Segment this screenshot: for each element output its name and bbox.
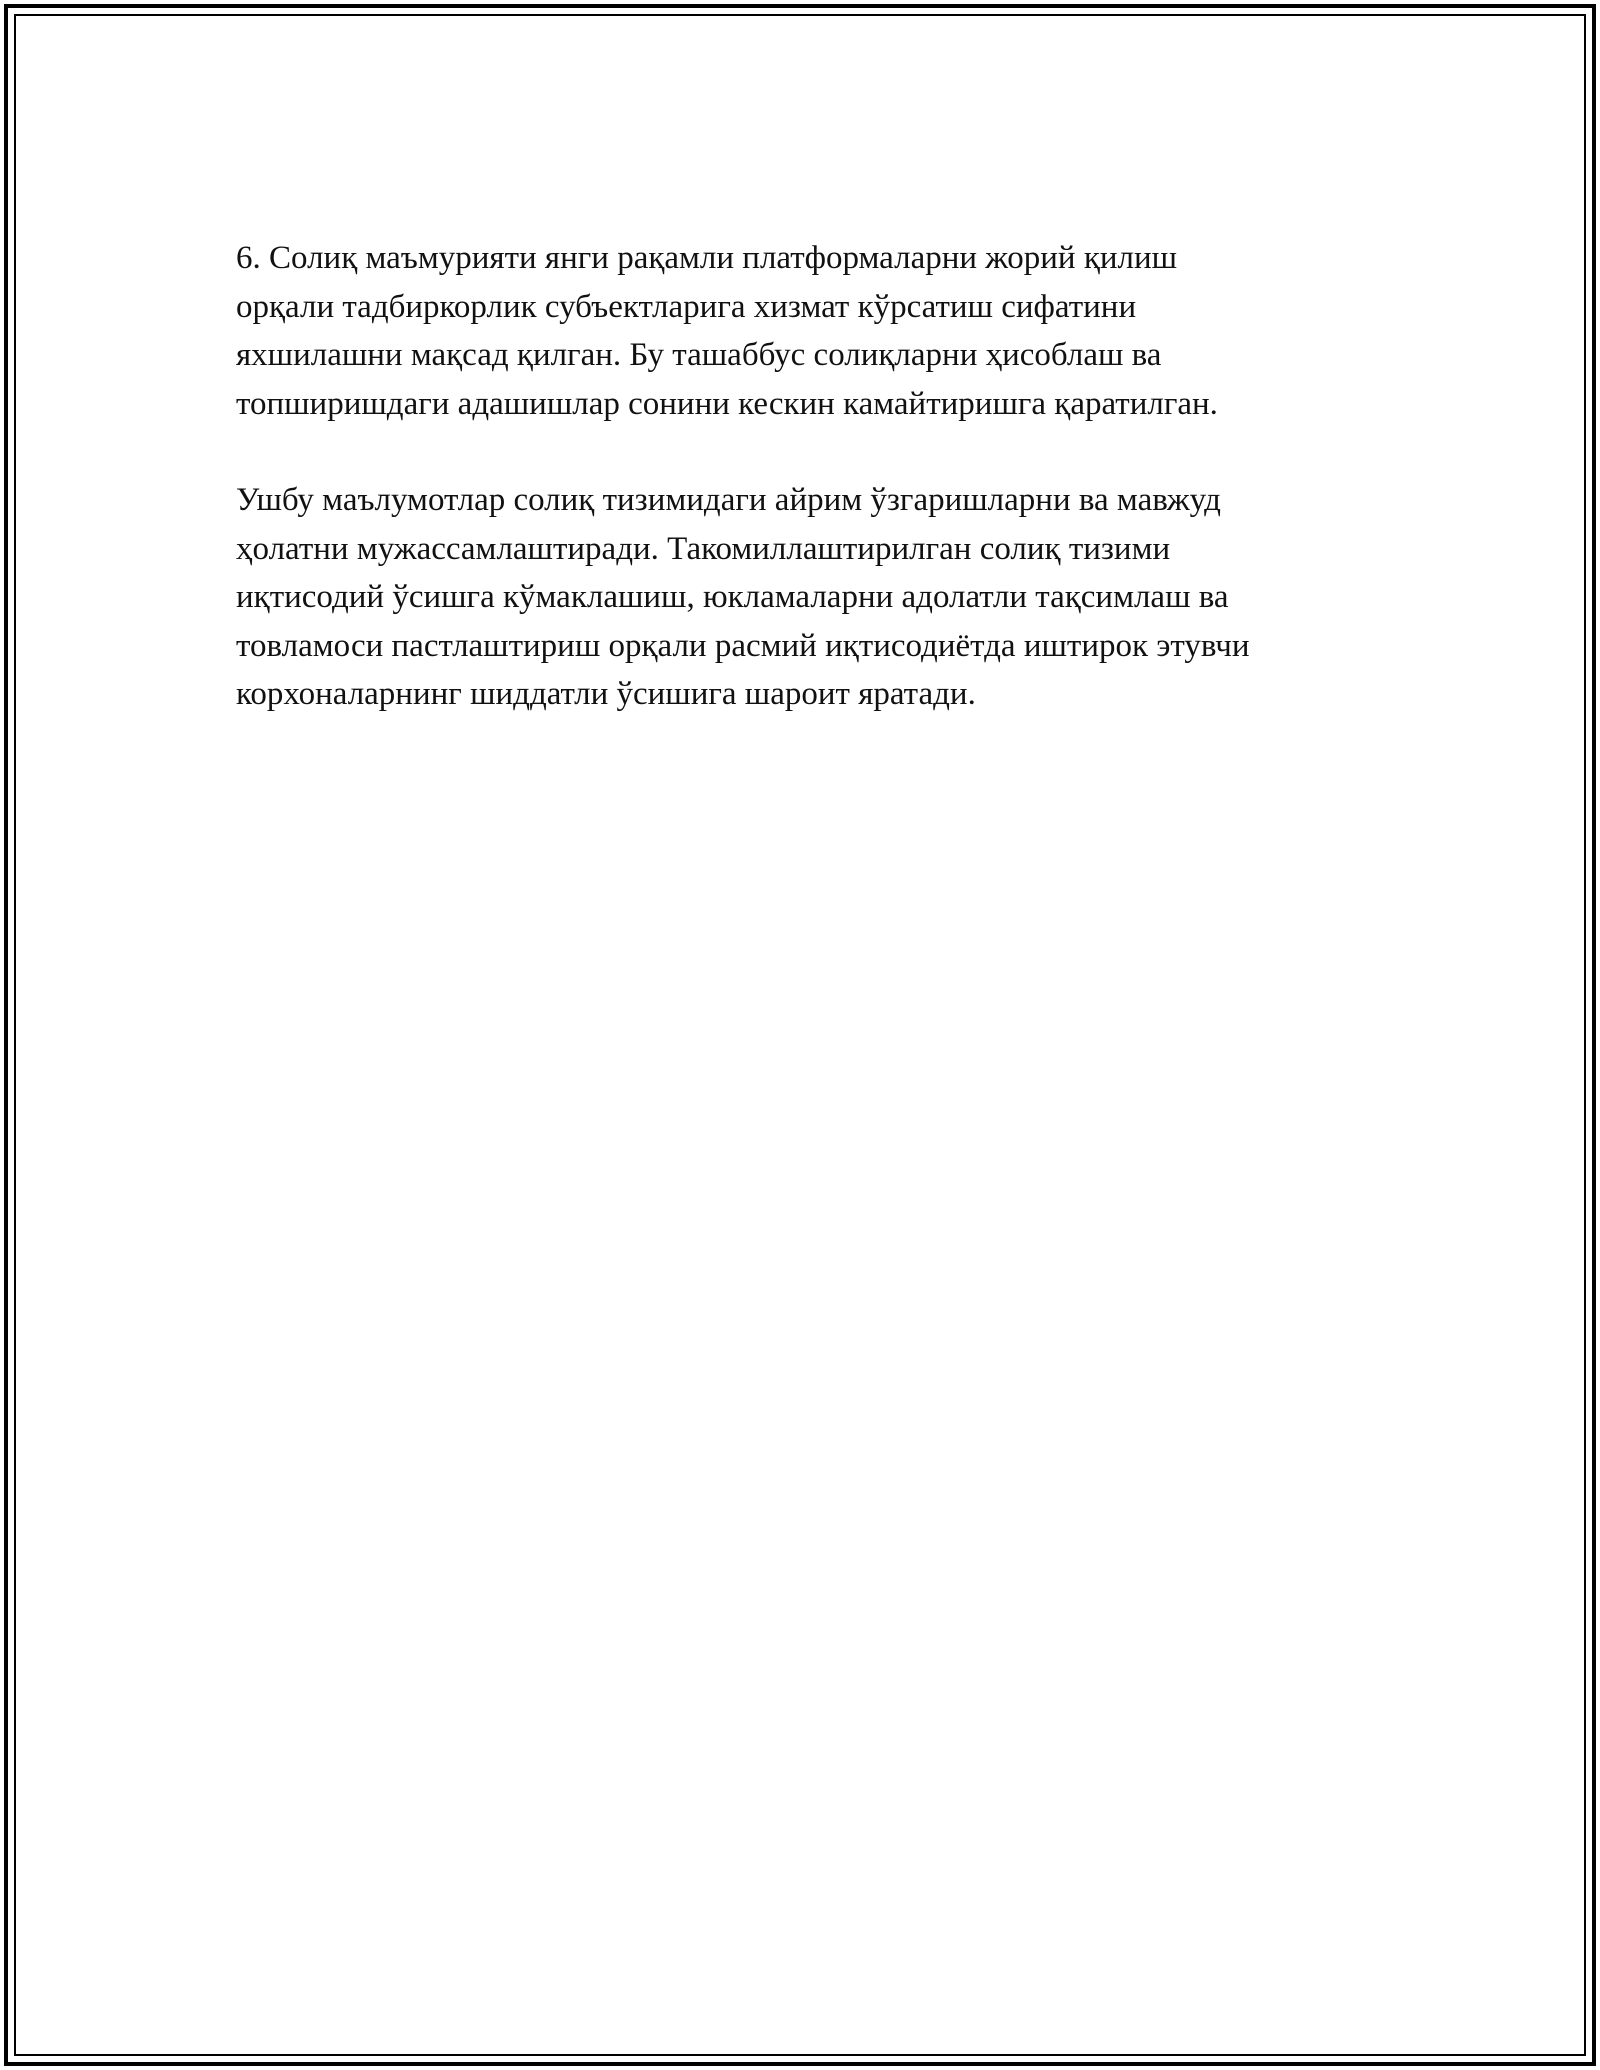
paragraph-1 [236, 234, 1416, 428]
text-line: Ушбу маълумотлар солиқ тизимидаги айрим ўзгаришларни ва мавжуд [236, 482, 1221, 518]
text-line: топширишдаги адашишлар сонини кескин камайтиришга қаратилган. [236, 385, 1218, 422]
document-body [236, 234, 1416, 719]
text-line: орқали тадбиркорлик субъектларига хизмат кўрсатиш сифатини [236, 288, 1137, 325]
paragraph-2 [236, 476, 1416, 719]
text-line: иқтисодий ўсишга кўмаклашиш, юкламаларни адолатли тақсимлаш ва [236, 579, 1229, 615]
text-line: яхшилашни мақсад қилган. Бу ташаббус солиқларни ҳисоблаш ва [236, 337, 1162, 373]
text-line: корхоналарнинг шиддатли ўсишига шароит яратади. [236, 676, 976, 712]
text-line: ҳолатни мужассамлаштиради. Такомиллаштирилган солиқ тизими [236, 530, 1171, 567]
text-line: товламоси пастлаштириш орқали расмий иқтисодиётда иштирок этувчи [236, 627, 1250, 664]
text-line: 6. Солиқ маъмурияти янги рақамли платформаларни жорий қилиш [236, 240, 1178, 276]
